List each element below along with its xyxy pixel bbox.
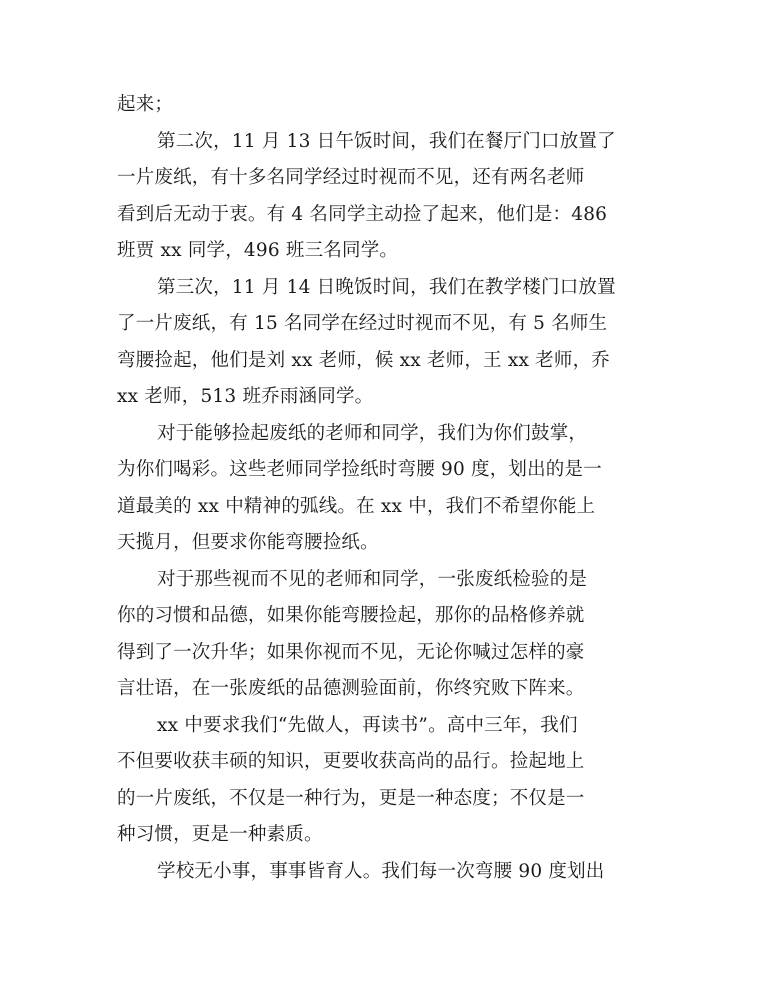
text-line: 的一片废纸，不仅是一种行为，更是一种态度；不仅是一 — [117, 787, 585, 809]
paragraph-start-line: 对于那些视而不见的老师和同学，一张废纸检验的是 — [157, 568, 588, 590]
text-line: 言壮语，在一张废纸的品德测验面前，你终究败下阵来。 — [117, 678, 585, 699]
paragraph-start-line: 学校无小事，事事皆育人。我们每一次弯腰 90 度划出 — [157, 860, 605, 882]
paragraph-start-line: 第三次，11 月 14 日晚饭时间，我们在教学楼门口放置 — [157, 276, 616, 298]
paragraph-start-line: 对于能够捡起废纸的老师和同学，我们为你们鼓掌， — [157, 422, 588, 444]
text-line: 了一片废纸，有 15 名同学在经过时视而不见，有 5 名师生 — [117, 313, 608, 334]
paragraph-start-line: 第二次，11 月 13 日午饭时间，我们在餐厅门口放置了 — [157, 130, 616, 152]
text-line: 为你们喝彩。这些老师同学捡纸时弯腰 90 度，划出的是一 — [117, 459, 602, 480]
text-line: 道最美的 xx 中精神的弧线。在 xx 中，我们不希望你能上 — [117, 495, 596, 517]
text-line: 天揽月，但要求你能弯腰捡纸。 — [117, 532, 379, 553]
text-line: 起来； — [117, 94, 174, 115]
text-line: 弯腰捡起，他们是刘 xx 老师，候 xx 老师，王 xx 老师，乔 — [117, 349, 610, 371]
text-line: 不但要收获丰硕的知识，更要收获高尚的品行。捡起地上 — [117, 751, 585, 772]
paragraph-start-line: xx 中要求我们“先做人，再读书”。高中三年，我们 — [157, 714, 578, 736]
text-line: 你的习惯和品德，如果你能弯腰捡起，那你的品格修养就 — [117, 605, 585, 626]
text-line: xx 老师，513 班乔雨涵同学。 — [117, 386, 374, 407]
text-line: 一片废纸，有十多名同学经过时视而不见，还有两名老师 — [117, 167, 585, 188]
text-line: 得到了一次升华；如果你视而不见，无论你喊过怎样的豪 — [117, 641, 585, 663]
document-body — [117, 87, 657, 890]
text-line: 班贾 xx 同学，496 班三名同学。 — [117, 240, 399, 261]
text-line: 种习惯，更是一种素质。 — [117, 824, 323, 845]
text-line: 看到后无动于衷。有 4 名同学主动捡了起来，他们是：486 — [117, 203, 608, 225]
